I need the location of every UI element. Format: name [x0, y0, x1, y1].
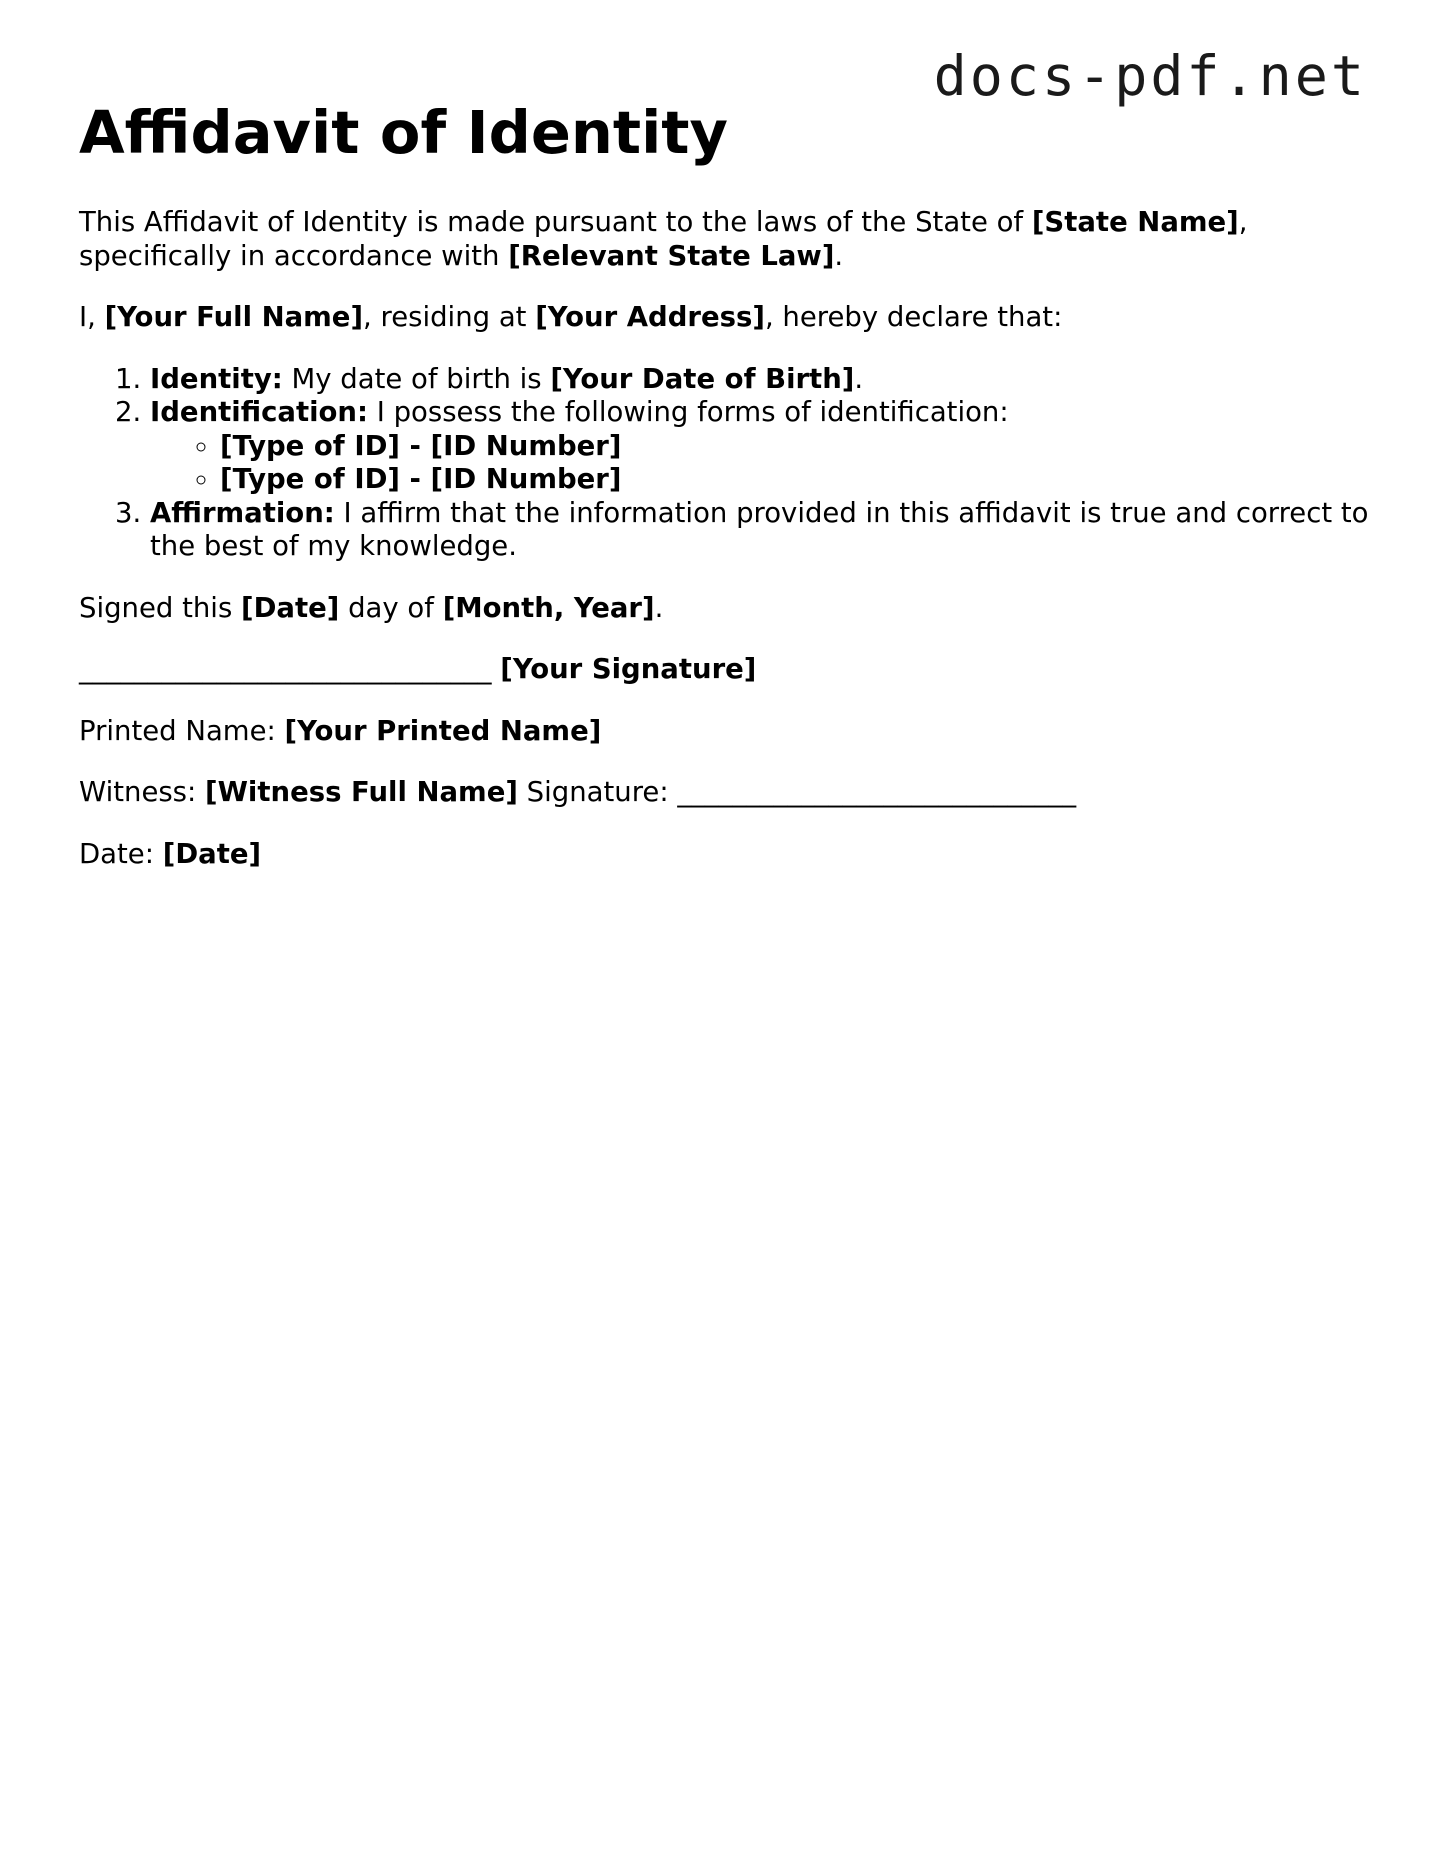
- id-placeholder: [Type of ID] - [ID Number]: [220, 429, 622, 462]
- printed-name-label: Printed Name:: [79, 714, 285, 747]
- address-placeholder: [Your Address]: [535, 301, 765, 333]
- document-body: [79, 206, 1369, 899]
- witness-signature-label: Signature:: [517, 776, 678, 808]
- id-placeholder: [Type of ID] - [ID Number]: [220, 463, 622, 495]
- intro-text-1: This Affidavit of Identity is made pursuant to the laws of the State of: [79, 206, 1032, 238]
- signed-text-3: .: [654, 591, 664, 624]
- declaration-text-2: , residing at: [363, 301, 536, 333]
- list-item-identification: [150, 396, 1369, 497]
- identification-text: I possess the following forms of identification:: [368, 396, 1009, 428]
- date-placeholder: [Date]: [162, 837, 262, 870]
- date-paragraph: [79, 838, 1369, 872]
- dob-placeholder: [Your Date of Birth]: [550, 362, 855, 395]
- state-name-placeholder: [State Name]: [1031, 206, 1239, 238]
- intro-text-3: .: [834, 239, 844, 272]
- state-law-placeholder: [Relevant State Law]: [508, 239, 835, 272]
- intro-paragraph: [79, 206, 1369, 273]
- signed-text-1: Signed this: [79, 591, 242, 624]
- signed-date-placeholder: [Date]: [241, 591, 340, 624]
- printed-name-placeholder: [Your Printed Name]: [284, 714, 602, 747]
- declaration-text-1: I,: [79, 301, 105, 333]
- witness-name-placeholder: [Witness Full Name]: [205, 776, 518, 808]
- affirmation-label: Affirmation:: [150, 496, 335, 529]
- signature-paragraph: [79, 653, 1369, 687]
- signed-paragraph: [79, 592, 1369, 626]
- list-item-affirmation: [150, 497, 1369, 564]
- witness-paragraph: [79, 776, 1369, 810]
- identification-label: Identification:: [150, 396, 368, 428]
- printed-name-paragraph: [79, 715, 1369, 749]
- signed-text-2: day of: [339, 591, 443, 624]
- id-item: [220, 430, 1369, 464]
- date-label: Date:: [79, 837, 163, 870]
- declaration-text-3: , hereby declare that:: [764, 301, 1063, 333]
- id-sublist: [150, 430, 1369, 497]
- id-item: [220, 463, 1369, 497]
- declaration-list: [79, 363, 1369, 564]
- declaration-paragraph: [79, 301, 1369, 335]
- witness-signature-line: _____________________________: [677, 776, 1077, 808]
- month-year-placeholder: [Month, Year]: [442, 591, 655, 624]
- document-title: Affidavit of Identity: [79, 98, 728, 167]
- signature-line: ______________________________: [79, 653, 492, 685]
- watermark: docs-pdf.net: [933, 44, 1367, 108]
- identity-text-2: .: [854, 362, 864, 395]
- list-item-identity: [150, 363, 1369, 397]
- full-name-placeholder: [Your Full Name]: [104, 301, 364, 333]
- signature-placeholder: [Your Signature]: [500, 653, 757, 685]
- intro-text-2: , specifically in accordance with: [79, 206, 1248, 272]
- affirmation-text: I affirm that the information provided in this affidavit is true and correct to the best of my knowledge.: [150, 496, 1369, 562]
- witness-label: Witness:: [79, 776, 206, 808]
- identity-label: Identity:: [150, 362, 283, 395]
- identity-text-1: My date of birth is: [282, 362, 551, 395]
